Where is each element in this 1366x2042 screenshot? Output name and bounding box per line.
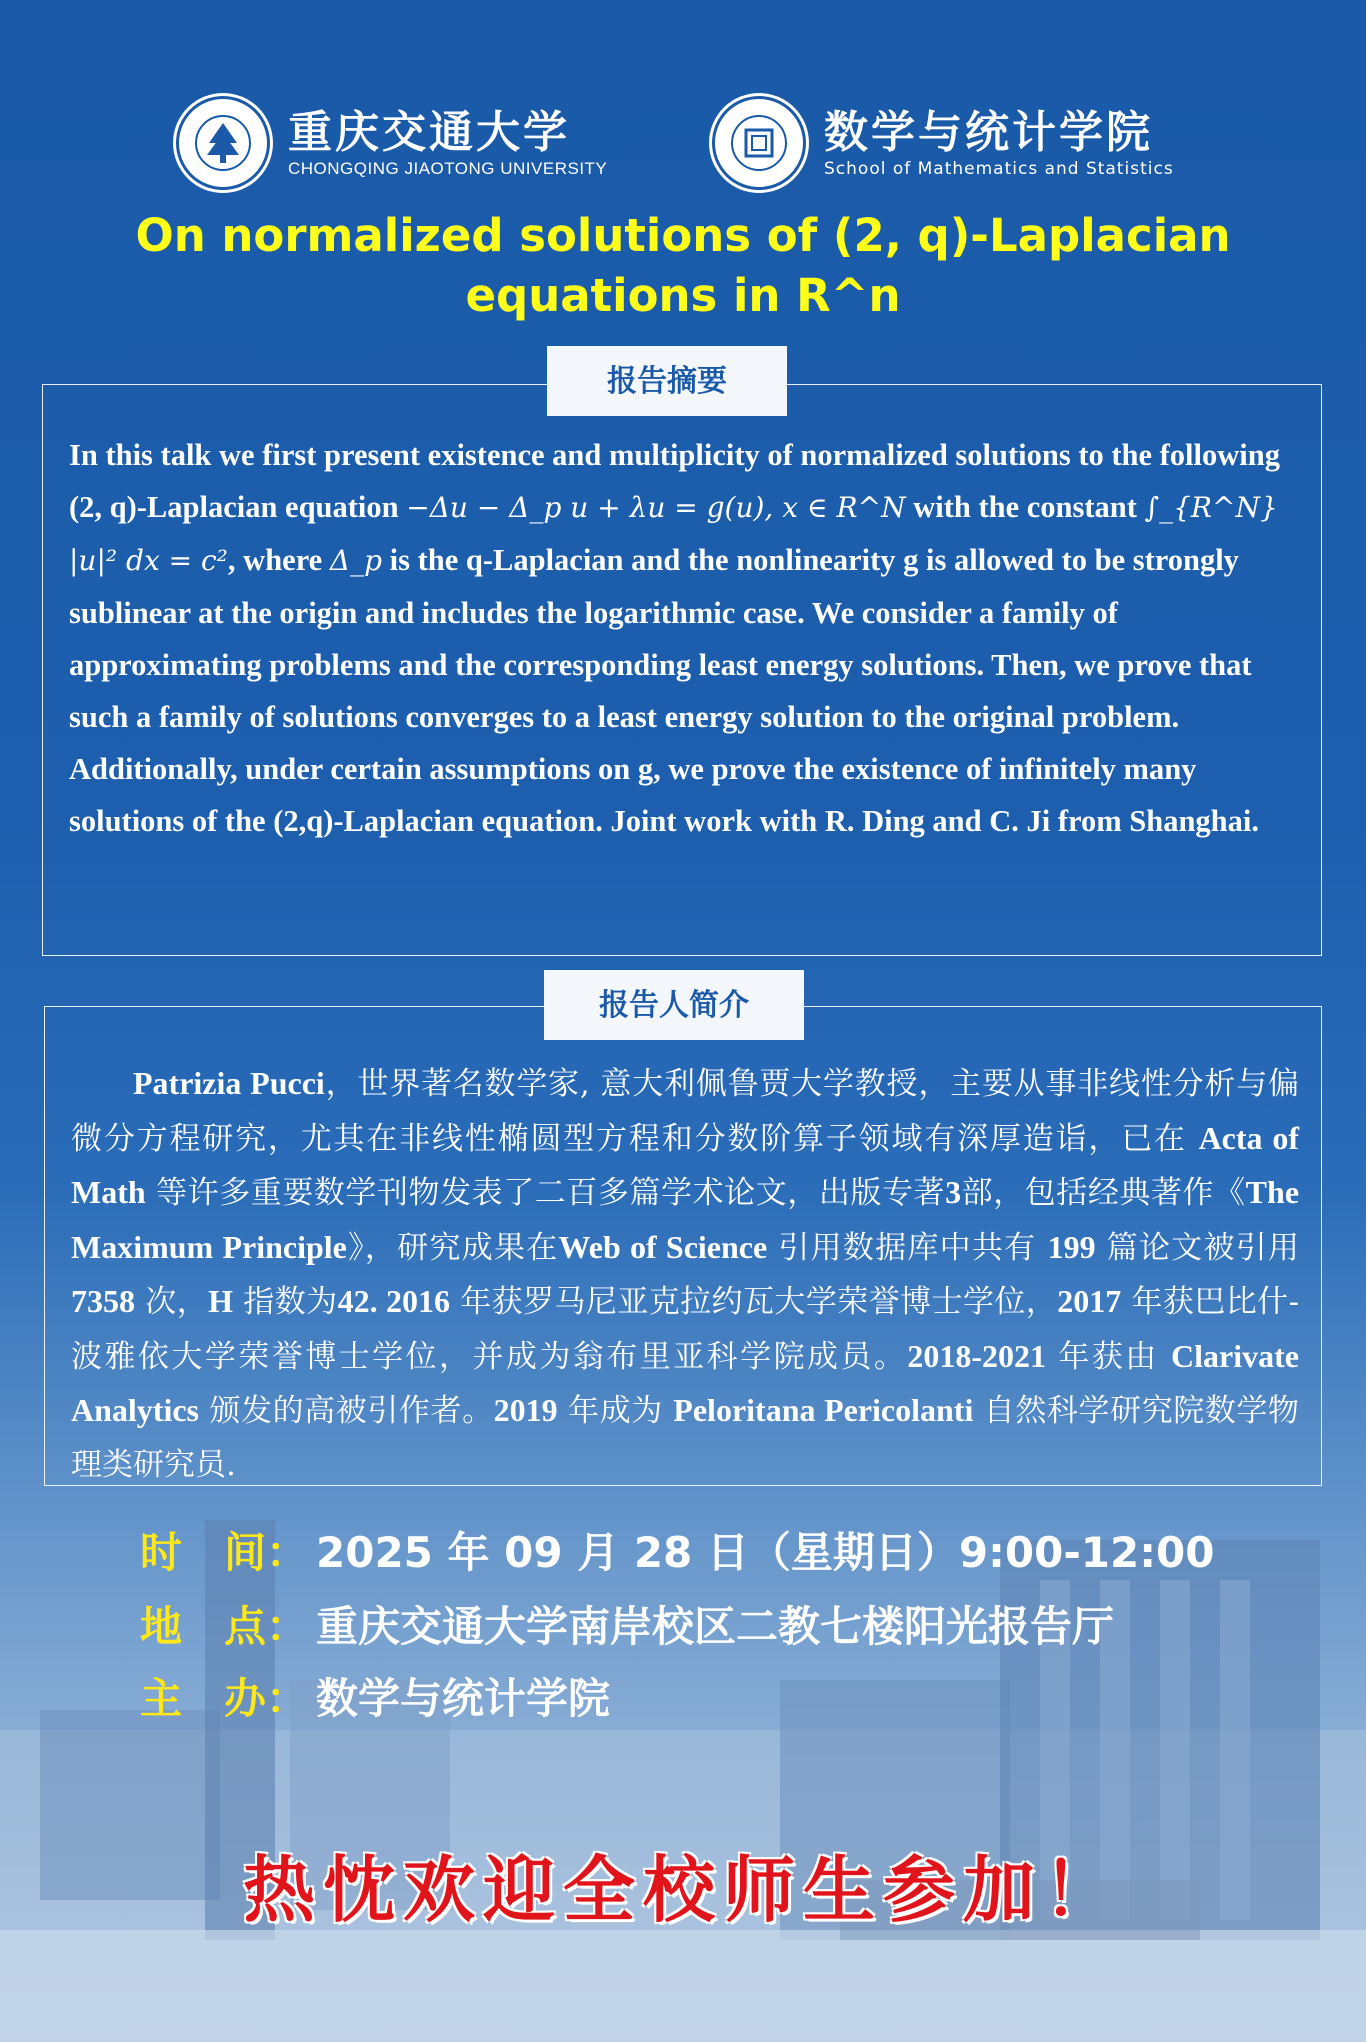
host-value: 数学与统计学院: [316, 1674, 611, 1723]
header: [0, 96, 1366, 196]
host-label: 主 办：: [140, 1674, 309, 1723]
place-label: 地 点：: [140, 1602, 309, 1651]
university-name-cn: 重庆交通大学: [288, 107, 570, 158]
event-host: [140, 1666, 610, 1726]
time-label: 时 间：: [140, 1528, 309, 1577]
time-value: 2025 年 09 月 28 日（星期日）9:00-12:00: [316, 1528, 1215, 1577]
talk-title-line-2: equations in R^n: [465, 269, 901, 322]
abstract-heading: 报告摘要: [547, 346, 787, 416]
university-seal-icon: [176, 96, 270, 190]
constraint: ∫_{R^N} |u|² dx = c²: [69, 491, 1278, 577]
equation: −Δu − Δ_p u + λu = g(u), x ∈ R^N: [406, 491, 906, 524]
university-logo: [176, 96, 607, 190]
operator: Δ_p: [329, 544, 383, 577]
speaker-bio-heading: 报告人简介: [544, 970, 804, 1040]
place-value: 重庆交通大学南岸校区二教七楼阳光报告厅: [316, 1602, 1115, 1651]
school-name-en: School of Mathematics and Statistics: [824, 159, 1174, 179]
abstract-text: In this talk we first present existence and multiplicity of normalized solutions to the following (2, q)-Laplacian equation −Δu − Δ_p u + λu = g(u), x ∈ R^N with the constant ∫_{R^N} |u|² dx = c², where Δ_p is the q-Laplacian and the nonlinearity g is allowed to be strongly sublinear at the origin and includes the logarithmic case. We consider a family of approximating problems and the corresponding least energy solutions. Then, we prove that such a family of solutions converges to a least energy solution to the original problem. Additionally, under certain assumptions on g, we prove the existence of infinitely many solutions of the (2,q)-Laplacian equation. Joint work with R. Ding and C. Ji from Shanghai.: [69, 438, 1280, 838]
school-name-cn: 数学与统计学院: [824, 107, 1153, 158]
speaker-name: Patrizia Pucci: [133, 1065, 325, 1101]
talk-title: [60, 206, 1306, 326]
event-place: [140, 1594, 1114, 1654]
speaker-bio-text: Patrizia Pucci，世界著名数学家, 意大利佩鲁贾大学教授，主要从事非线性分析与偏微分方程研究，尤其在非线性椭圆型方程和分数阶算子领域有深厚造诣，已在 Acta of Math 等许多重要数学刊物发表了二百多篇学术论文，出版专著3部，包括经典著作《The Maximum Principle》，研究成果在Web of Science 引用数据库中共有 199 篇论文被引用 7358 次，H 指数为42. 2016 年获罗马尼亚克拉约瓦大学荣誉博士学位，2017 年获巴比什-波雅依大学荣誉博士学位，并成为翁布里亚科学院成员。2018-2021 年获由 Clarivate Analytics 颁发的高被引作者。2019 年成为 Peloritana Pericolanti 自然科学研究院数学物理类研究员.: [71, 1065, 1300, 1483]
university-name-en: CHONGQING JIAOTONG UNIVERSITY: [288, 159, 608, 178]
school-logo: [712, 96, 1174, 190]
talk-title-line-1: On normalized solutions of (2, q)-Laplacian: [135, 209, 1231, 262]
event-time: [140, 1520, 1215, 1580]
school-seal-icon: [712, 96, 806, 190]
welcome-slogan: 热忱欢迎全校师生参加！: [242, 1847, 1123, 1932]
speaker-bio-panel: [44, 1006, 1322, 1486]
abstract-panel: [42, 384, 1322, 956]
